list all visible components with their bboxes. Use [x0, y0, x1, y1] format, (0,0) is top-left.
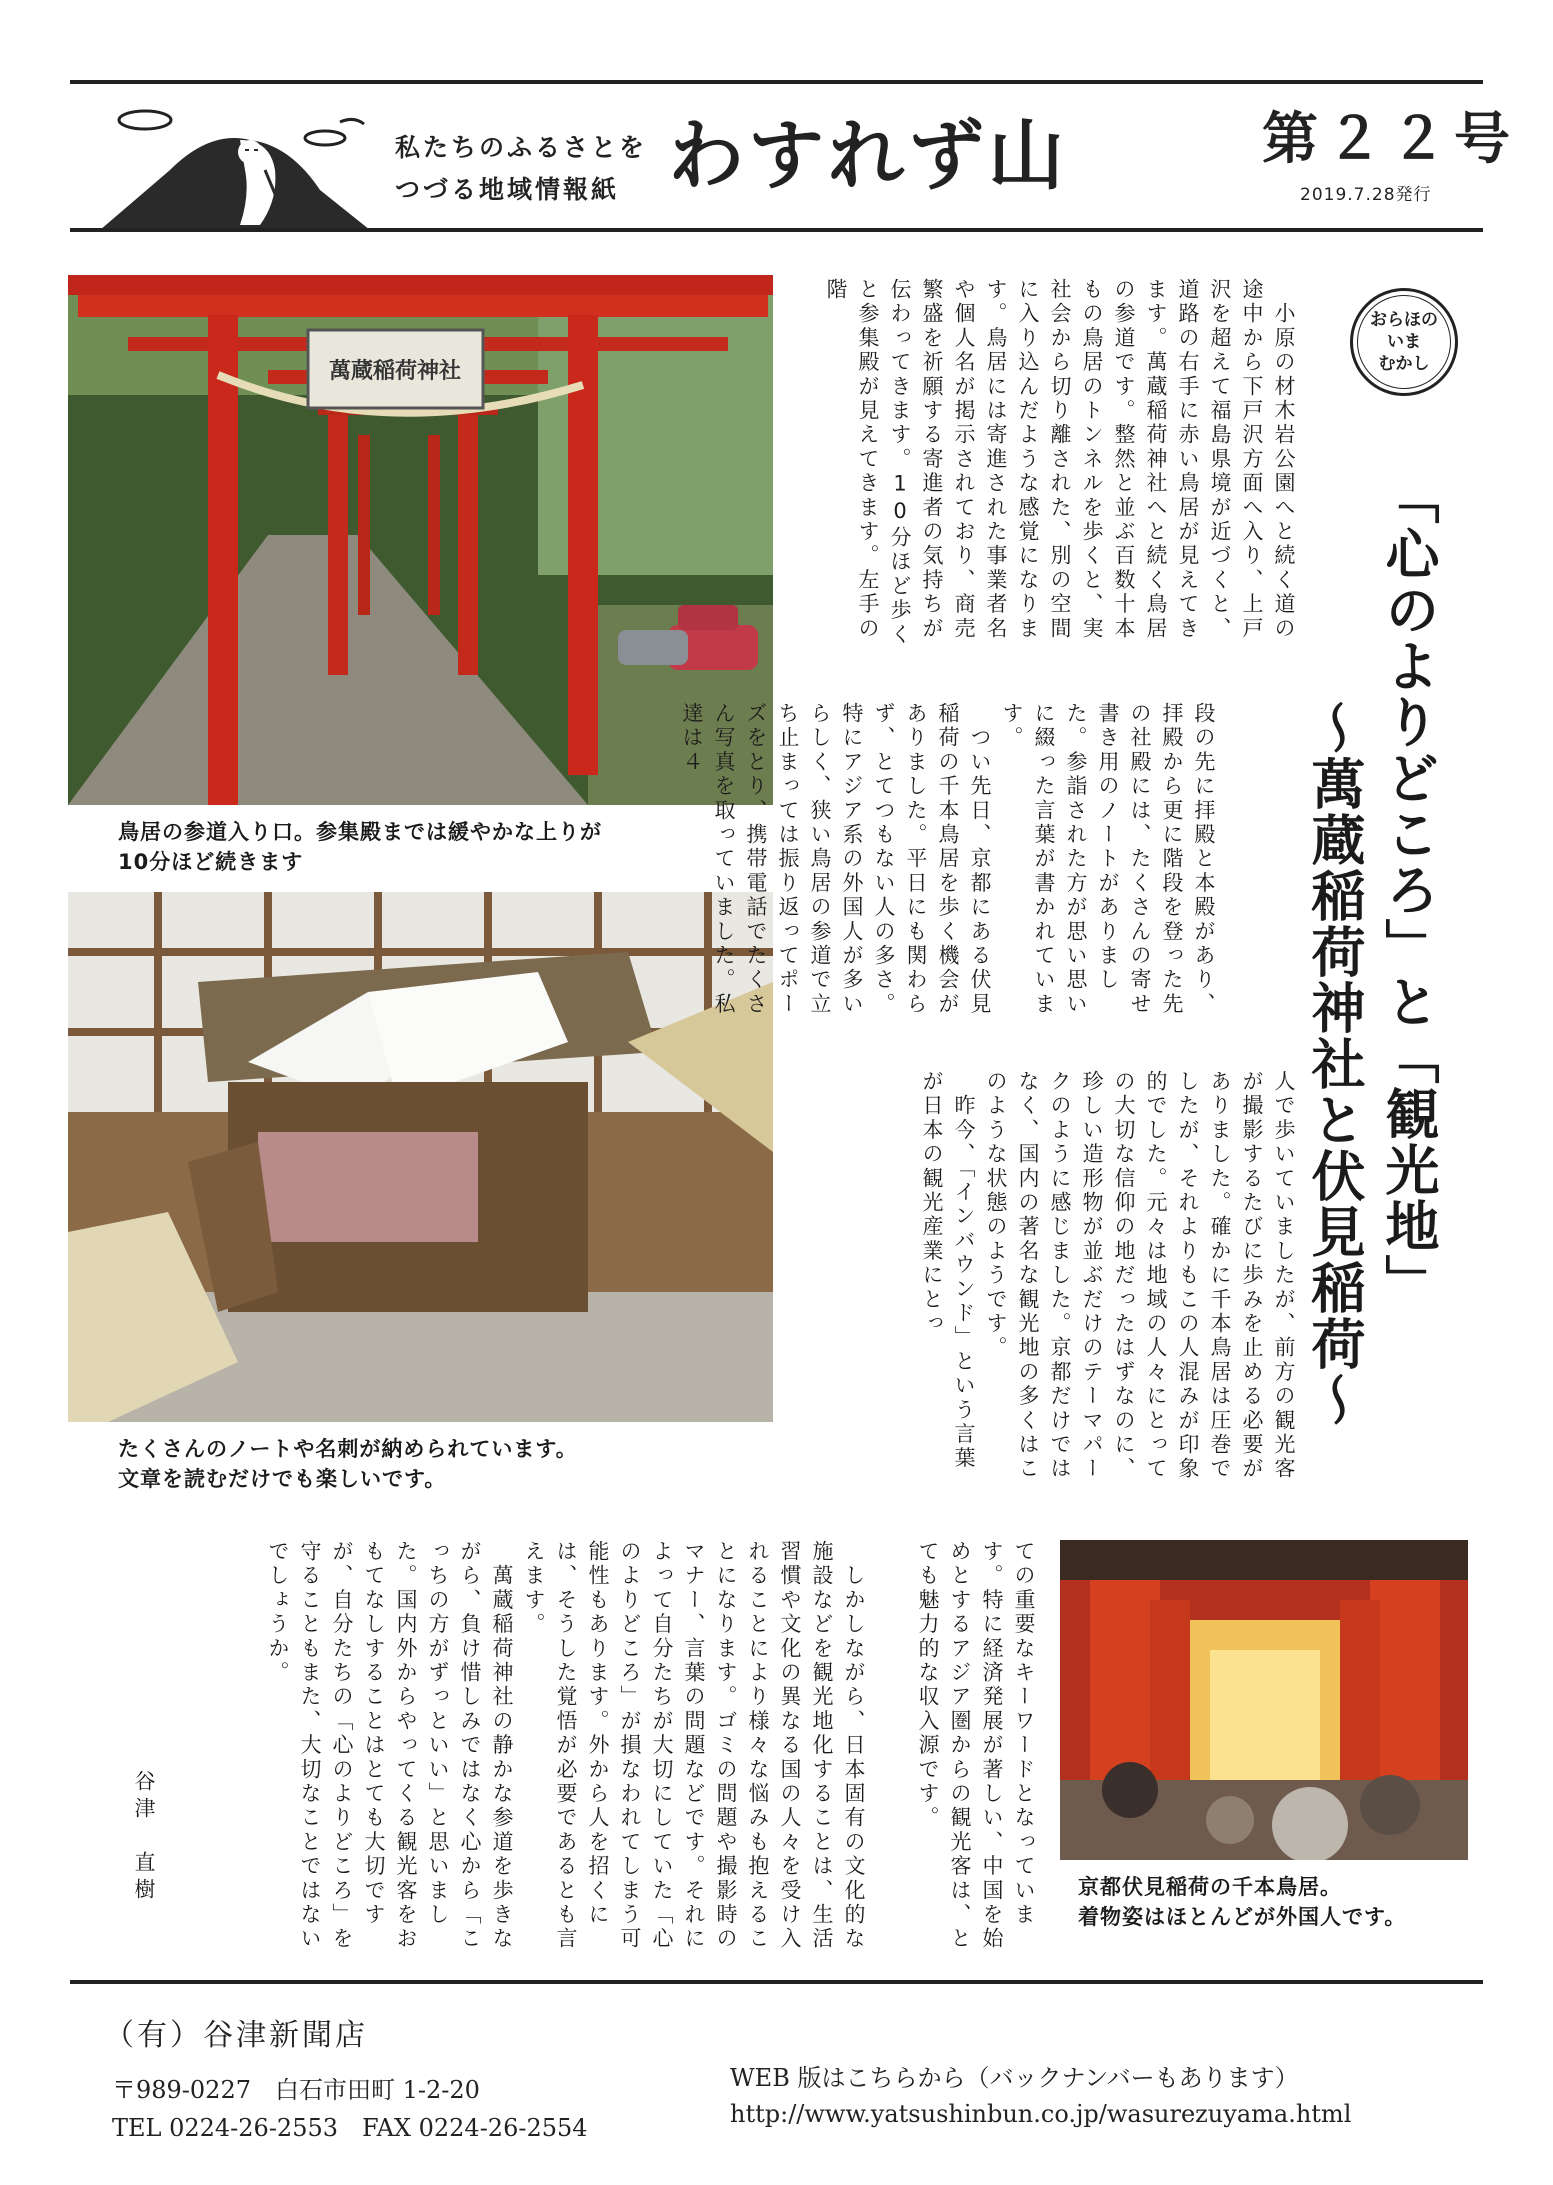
article-text-block3: 人で歩いていましたが、前方の観光客が撮影するたびに歩みを止める必要がありました。確かに千本鳥居は圧巻でしたが、それよりもこの人混みが印象的でした。元々は地域の人々にとっての大切な信仰の地だったはずなのに、珍しい造形物が並ぶだけのテーマパークのように感じました。京都だけではなく、国内の著名な観光地の多くはこのような状態のようです。 昨今、「インバウンド」という言葉が日本の観光産業にとっ	[920, 1070, 1296, 1482]
article-text-block2: 段の先に拝殿と本殿があり、拝殿から更に階段を登った先の社殿には、たくさんの寄せ書き用のノートがありました。参詣された方が思い思いに綴った言葉が書かれています。 つい先日、京都にある伏見稲荷の千本鳥居を歩く機会がありました。平日にも関わらず、とてつもない人の多さ。特にアジア系の外国人が多いらしく、狭い鳥居の参道で立ち止まっては振り返ってポーズをとり、携帯電話でたくさん写真を取っていました。私達は４	[680, 702, 1216, 1017]
fushimi-photo	[1060, 1540, 1468, 1860]
corner-label-2: いま	[1387, 332, 1421, 352]
article-text-block4: ての重要なキーワードとなっています。特に経済発展が著しい、中国を始めとするアジア圏からの観光客は、とても魅力的な収入源です。	[916, 1540, 1036, 1952]
web-url[interactable]: http://www.yatsushinbun.co.jp/wasurezuyama.html	[730, 2100, 1352, 2128]
article-text-block5: しかしながら、日本固有の文化的な施設などを観光地化することは、生活習慣や文化の異なる国の人々を受け入れることにより様々な悩みも抱えることになります。ゴミの問題や撮影時のマナー、言葉の問題などです。それによって自分たちが大切にしていた「心のよりどころ」が損なわれてしまう可能性もあります。外から人を招くには、そうした覚悟が必要であるとも言えます。 萬蔵稲荷神社の静かな参道を歩きながら、負け惜しみではなく心から「こっちの方がずっといい」と思いました。国内外からやってくる観光客をおもてなしすることはとても大切ですが、自分たちの「心のよりどころ」を守ることもまた、大切なことではないでしょうか。	[266, 1540, 866, 1952]
corner-label-3: むかし	[1378, 354, 1430, 374]
issue-number: 第２２号	[1262, 107, 1518, 172]
torii-caption-line1: 鳥居の参道入り口。参集殿までは緩やかな上りが	[118, 820, 602, 844]
article-author: 谷津 直樹	[132, 1770, 156, 1905]
paper-name: わすれず山	[668, 111, 1068, 200]
article-text-block1: 小原の材木岩公園へと続く道の途中から下戸沢方面へ入り、上戸沢を超えて福島県境が近づくと、道路の右手に赤い鳥居が見えてきます。萬蔵稲荷神社へと続く鳥居の参道です。整然と並ぶ百数十本もの鳥居のトンネルを歩くと、実社会から切り離された、別の空間に入り込んだような感覚になります。鳥居には寄進された事業者名や個人名が掲示されており、商売繁盛を祈願する寄進者の気持ちが伝わってきます。10分ほど歩くと参集殿が見えてきます。左手の階	[824, 278, 1296, 647]
article-subtitle: ～萬蔵稲荷神社と伏見稲荷～	[1303, 700, 1366, 1428]
masthead-rule	[70, 228, 1483, 232]
notebook-caption-line1: たくさんのノートや名刺が納められています。	[118, 1437, 578, 1461]
article-title: 「心のよりどころ」と「観光地」	[1377, 470, 1440, 1310]
tagline-line2: つづる地域情報紙	[395, 175, 620, 204]
notebook-box-photo	[68, 892, 773, 1422]
fushimi-caption-line1: 京都伏見稲荷の千本鳥居。	[1078, 1875, 1342, 1899]
corner-label-1: おらほの	[1370, 310, 1438, 330]
top-rule	[70, 80, 1483, 84]
corner-badge	[1350, 288, 1458, 396]
company-phone-fax: TEL 0224-26-2553 FAX 0224-26-2554	[112, 2114, 588, 2142]
notebook-caption-line2: 文章を読むだけでも楽しいです。	[118, 1467, 447, 1491]
torii-entrance-photo	[68, 275, 773, 805]
footer-rule	[70, 1980, 1483, 1984]
company-address: 〒989-0227 白石市田町 1-2-20	[112, 2076, 480, 2104]
shrine-sign-text: 萬蔵稲荷神社	[328, 359, 462, 384]
web-label: WEB 版はこちらから（バックナンバーもあります）	[730, 2064, 1299, 2092]
mountain-woman-logo	[100, 100, 380, 240]
issue-date: 2019.7.28発行	[1300, 185, 1432, 205]
company-name: （有）谷津新聞店	[104, 2018, 368, 2053]
fushimi-caption-line2: 着物姿はほとんどが外国人です。	[1078, 1905, 1407, 1929]
tagline-line1: 私たちのふるさとを	[395, 133, 648, 162]
torii-caption-line2: 10分ほど続きます	[118, 850, 304, 874]
